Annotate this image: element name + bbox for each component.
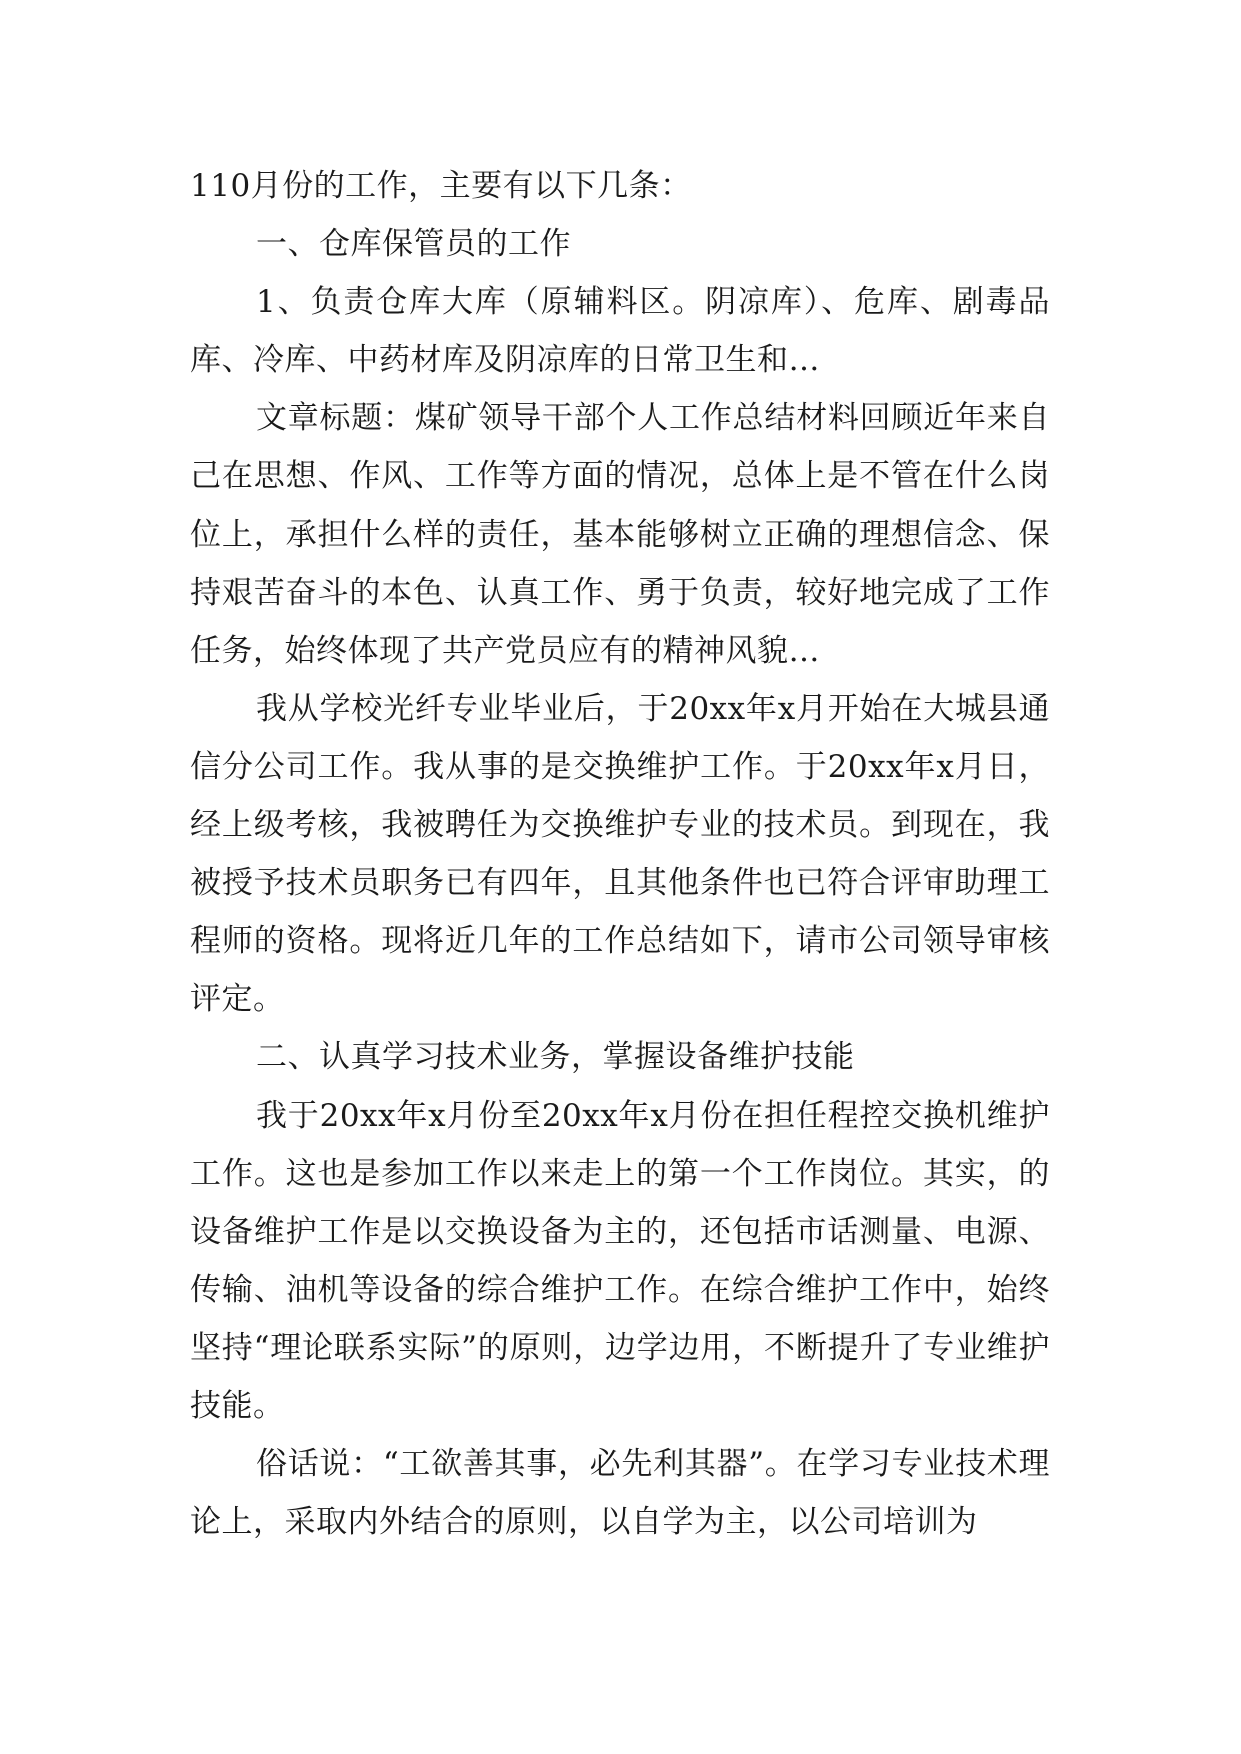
paragraph-6: 二、认真学习技术业务，掌握设备维护技能	[256, 1039, 855, 1076]
paragraph-5: 我从学校光纤专业毕业后，于20xx年x月开始在大城县通信分公司工作。我从事的是交换维护工作。于20xx年x月日，经上级考核，我被聘任为交换维护专业的技术员。到现在，我被授予技术员职务已有四年，且其他条件也已符合评审助理工程师的资格。现将近几年的工作总结如下，请市公司领导审核评定。	[190, 690, 1050, 1018]
paragraph-2: 一、仓库保管员的工作	[256, 226, 571, 263]
paragraph-1: 110月份的工作，主要有以下几条：	[190, 168, 692, 204]
paragraph-7: 我于20xx年x月份至20xx年x月份在担任程控交换机维护工作。这也是参加工作以来走上的第一个工作岗位。其实，的设备维护工作是以交换设备为主的，还包括市话测量、电源、传输、油机等设备的综合维护工作。在综合维护工作中，始终坚持“理论联系实际”的原则，边学边用，不断提升了专业维护技能。	[190, 1097, 1050, 1424]
paragraph-8: 俗话说：“工欲善其事，必先利其器”。在学习专业技术理论上，采取内外结合的原则，以自学为主，以公司培训为	[190, 1446, 1050, 1541]
paragraph-3: 1、负责仓库大库（原辅料区。阴凉库）、危库、剧毒品库、冷库、中药材库及阴凉库的日常卫生和…	[190, 284, 1050, 379]
paragraph-4: 文章标题：煤矿领导干部个人工作总结材料回顾近年来自己在思想、作风、工作等方面的情况，总体上是不管在什么岗位上，承担什么样的责任，基本能够树立正确的理想信念、保持艰苦奋斗的本色、认真工作、勇于负责，较好地完成了工作任务，始终体现了共产党员应有的精神风貌…	[190, 400, 1050, 669]
document-body	[190, 157, 1050, 1551]
